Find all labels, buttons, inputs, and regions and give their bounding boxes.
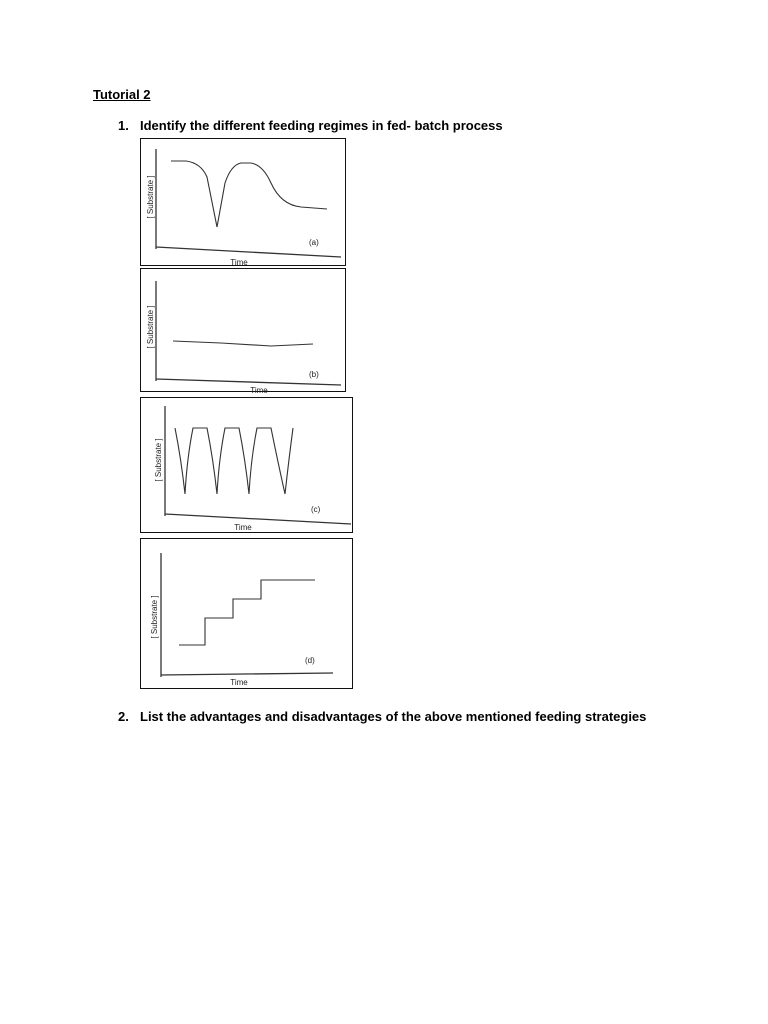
figure-a-curve <box>171 161 327 227</box>
question-2-text: List the advantages and disadvantages of the above mentioned feeding strategies <box>140 709 647 724</box>
figure-a-plot <box>141 139 347 267</box>
question-1 <box>118 118 503 133</box>
figure-c-xlabel: Time <box>234 523 252 532</box>
figure-b-x-axis <box>156 379 341 385</box>
question-1-text: Identify the different feeding regimes in fed- batch process <box>140 118 503 133</box>
figure-d-ylabel: [ Substrate ] <box>150 595 159 639</box>
figure-a-xlabel: Time <box>230 258 248 267</box>
figure-b-curve <box>173 341 313 346</box>
document-title: Tutorial 2 <box>93 87 151 102</box>
figure-d-curve <box>179 580 315 645</box>
figure-b-ylabel: [ Substrate ] <box>146 305 155 349</box>
figure-c-ylabel: [ Substrate ] <box>154 438 163 482</box>
figure-c-curve <box>175 428 293 494</box>
figure-d-x-axis <box>161 673 333 675</box>
question-1-number: 1. <box>118 118 129 133</box>
figure-c-annotation: (c) <box>311 505 321 514</box>
question-2-number: 2. <box>118 709 129 724</box>
figure-a-ylabel: [ Substrate ] <box>146 175 155 219</box>
figure-d-xlabel: Time <box>230 678 248 687</box>
figure-b-xlabel: Time <box>250 386 268 393</box>
figure-d-annotation: (d) <box>305 656 315 665</box>
figure-d-plot <box>141 539 354 690</box>
figure-c-plot <box>141 398 354 534</box>
figure-b-annotation: (b) <box>309 370 319 379</box>
figure-c <box>140 397 353 533</box>
figure-a-x-axis <box>156 247 341 257</box>
figure-b <box>140 268 346 392</box>
figure-a <box>140 138 346 266</box>
figure-d <box>140 538 353 689</box>
question-2 <box>118 709 646 724</box>
figure-a-annotation: (a) <box>309 238 319 247</box>
figure-b-plot <box>141 269 347 393</box>
figure-c-x-axis <box>165 514 351 524</box>
